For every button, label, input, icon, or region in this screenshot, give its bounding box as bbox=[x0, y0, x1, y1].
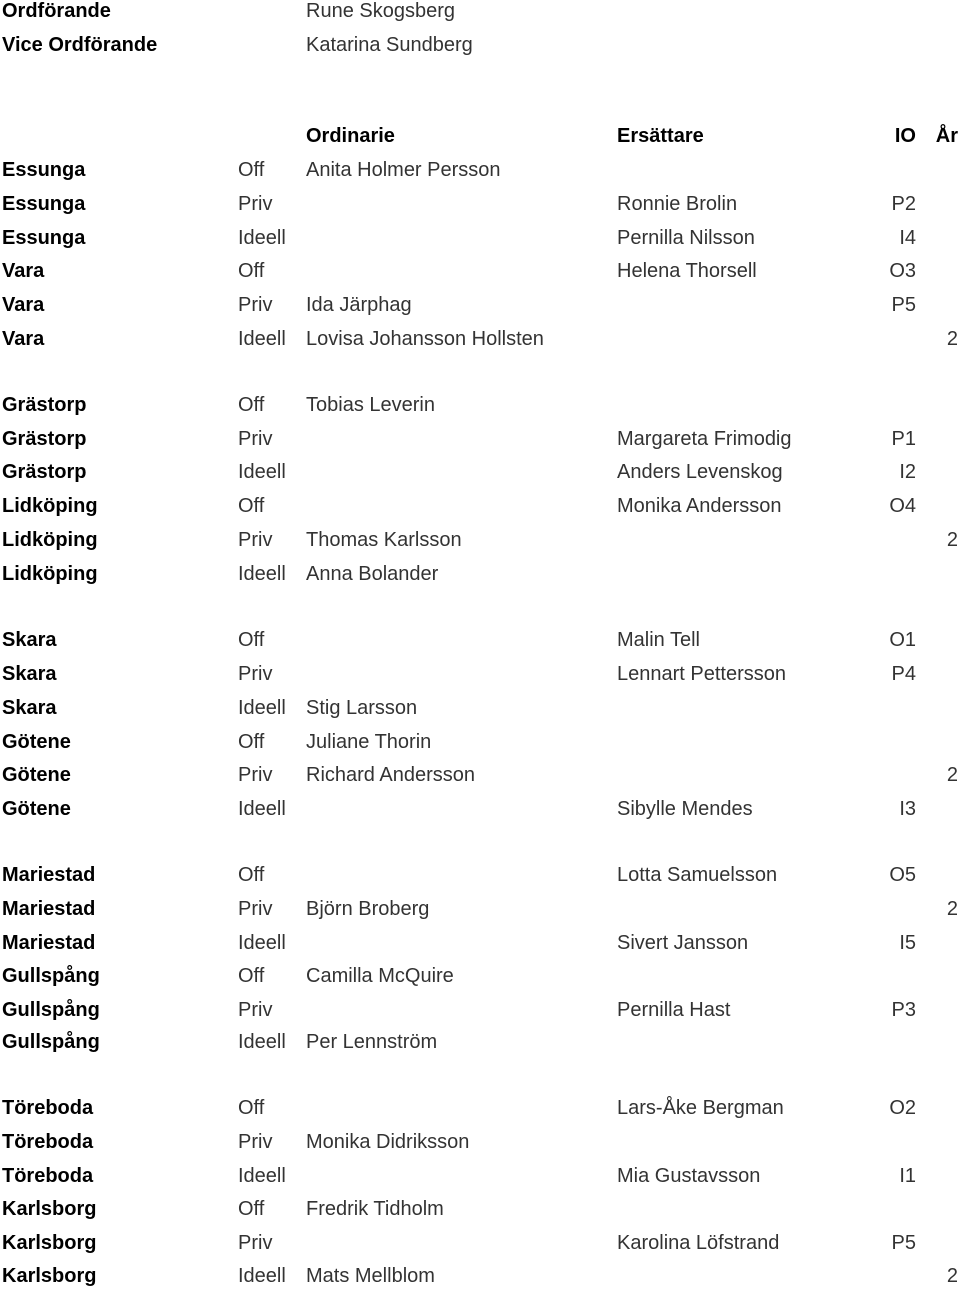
table-row bbox=[0, 523, 960, 557]
type-cell: Priv bbox=[238, 764, 273, 786]
io-cell: I4 bbox=[899, 227, 916, 249]
type-cell: Off bbox=[238, 1097, 265, 1119]
type-cell: Ideell bbox=[238, 1265, 286, 1287]
table-row bbox=[0, 959, 960, 993]
type-cell: Priv bbox=[238, 193, 273, 215]
ordinarie-cell: Thomas Karlsson bbox=[306, 529, 462, 551]
municipality-cell: Vara bbox=[2, 294, 45, 316]
municipality-cell: Töreboda bbox=[2, 1097, 94, 1119]
table-row bbox=[0, 489, 960, 523]
municipality-cell: Vara bbox=[2, 328, 45, 350]
year-cell: 2 bbox=[946, 529, 958, 551]
ordinarie-cell: Lovisa Johansson Hollsten bbox=[306, 328, 544, 350]
ordinarie-cell: Monika Didriksson bbox=[306, 1131, 470, 1153]
type-cell: Off bbox=[238, 864, 265, 886]
year-cell: 2 bbox=[946, 328, 958, 350]
municipality-cell: Götene bbox=[2, 798, 71, 820]
header-ordinarie: Ordinarie bbox=[306, 125, 395, 147]
table-row bbox=[0, 691, 960, 725]
municipality-cell: Essunga bbox=[2, 159, 86, 181]
municipality-cell: Lidköping bbox=[2, 529, 98, 551]
ersattare-cell: Lars-Åke Bergman bbox=[617, 1097, 784, 1119]
municipality-cell: Mariestad bbox=[2, 864, 96, 886]
ordinarie-cell: Richard Andersson bbox=[306, 764, 475, 786]
table-row bbox=[0, 322, 960, 356]
municipality-cell: Grästorp bbox=[2, 461, 87, 483]
ersattare-cell: Helena Thorsell bbox=[617, 260, 757, 282]
officer-name: Rune Skogsberg bbox=[306, 0, 455, 22]
year-cell: 2 bbox=[946, 898, 958, 920]
table-header bbox=[0, 119, 960, 153]
table-row bbox=[0, 1025, 960, 1059]
type-cell: Off bbox=[238, 629, 265, 651]
table-row bbox=[0, 1259, 960, 1293]
io-cell: P5 bbox=[891, 294, 916, 316]
table-row bbox=[0, 1091, 960, 1125]
io-cell: P2 bbox=[891, 193, 916, 215]
table-row bbox=[0, 455, 960, 489]
io-cell: I5 bbox=[899, 932, 916, 954]
type-cell: Ideell bbox=[238, 1165, 286, 1187]
io-cell: O5 bbox=[889, 864, 916, 886]
type-cell: Priv bbox=[238, 1232, 273, 1254]
table-row bbox=[0, 993, 960, 1027]
io-cell: O2 bbox=[889, 1097, 916, 1119]
table-row bbox=[0, 858, 960, 892]
table-row bbox=[0, 657, 960, 691]
municipality-cell: Grästorp bbox=[2, 428, 87, 450]
type-cell: Priv bbox=[238, 1131, 273, 1153]
io-cell: P3 bbox=[891, 999, 916, 1021]
io-cell: I2 bbox=[899, 461, 916, 483]
type-cell: Ideell bbox=[238, 563, 286, 585]
table-row bbox=[0, 725, 960, 759]
municipality-cell: Karlsborg bbox=[2, 1198, 97, 1220]
municipality-cell: Vara bbox=[2, 260, 45, 282]
type-cell: Off bbox=[238, 495, 265, 517]
table-row bbox=[0, 1125, 960, 1159]
ersattare-cell: Anders Levenskog bbox=[617, 461, 783, 483]
municipality-cell: Skara bbox=[2, 697, 57, 719]
io-cell: P4 bbox=[891, 663, 916, 685]
table-row bbox=[0, 388, 960, 422]
table-row bbox=[0, 254, 960, 288]
ersattare-cell: Malin Tell bbox=[617, 629, 700, 651]
table-row bbox=[0, 557, 960, 591]
table-row bbox=[0, 1226, 960, 1260]
type-cell: Ideell bbox=[238, 461, 286, 483]
io-cell: I1 bbox=[899, 1165, 916, 1187]
ersattare-cell: Lotta Samuelsson bbox=[617, 864, 778, 886]
officer-row-vice-chair bbox=[0, 28, 960, 62]
ordinarie-cell: Anna Bolander bbox=[306, 563, 439, 585]
ordinarie-cell: Camilla McQuire bbox=[306, 965, 454, 987]
io-cell: I3 bbox=[899, 798, 916, 820]
ersattare-cell: Pernilla Hast bbox=[617, 999, 731, 1021]
ordinarie-cell: Anita Holmer Persson bbox=[306, 159, 501, 181]
ordinarie-cell: Björn Broberg bbox=[306, 898, 430, 920]
municipality-cell: Grästorp bbox=[2, 394, 87, 416]
io-cell: P5 bbox=[891, 1232, 916, 1254]
ordinarie-cell: Stig Larsson bbox=[306, 697, 418, 719]
municipality-cell: Töreboda bbox=[2, 1131, 94, 1153]
table-row bbox=[0, 288, 960, 322]
type-cell: Off bbox=[238, 731, 265, 753]
type-cell: Ideell bbox=[238, 798, 286, 820]
type-cell: Off bbox=[238, 965, 265, 987]
table-row bbox=[0, 1192, 960, 1226]
municipality-cell: Töreboda bbox=[2, 1165, 94, 1187]
type-cell: Off bbox=[238, 394, 265, 416]
table-row bbox=[0, 758, 960, 792]
io-cell: O3 bbox=[889, 260, 916, 282]
ersattare-cell: Lennart Pettersson bbox=[617, 663, 786, 685]
type-cell: Ideell bbox=[238, 697, 286, 719]
ordinarie-cell: Mats Mellblom bbox=[306, 1265, 435, 1287]
header-ersattare: Ersättare bbox=[617, 125, 704, 147]
type-cell: Off bbox=[238, 159, 265, 181]
type-cell: Priv bbox=[238, 428, 273, 450]
ersattare-cell: Sivert Jansson bbox=[617, 932, 749, 954]
municipality-cell: Skara bbox=[2, 629, 57, 651]
table-row bbox=[0, 221, 960, 255]
ersattare-cell: Ronnie Brolin bbox=[617, 193, 738, 215]
ersattare-cell: Mia Gustavsson bbox=[617, 1165, 761, 1187]
officer-row-chair bbox=[0, 0, 960, 28]
municipality-cell: Essunga bbox=[2, 227, 86, 249]
municipality-cell: Karlsborg bbox=[2, 1232, 97, 1254]
year-cell: 2 bbox=[946, 764, 958, 786]
io-cell: O1 bbox=[889, 629, 916, 651]
type-cell: Ideell bbox=[238, 227, 286, 249]
io-cell: O4 bbox=[889, 495, 916, 517]
table-row bbox=[0, 422, 960, 456]
officer-label: Vice Ordförande bbox=[2, 34, 158, 56]
ordinarie-cell: Per Lennström bbox=[306, 1031, 438, 1053]
ordinarie-cell: Ida Järphag bbox=[306, 294, 412, 316]
table-row bbox=[0, 187, 960, 221]
officer-label: Ordförande bbox=[2, 0, 111, 22]
municipality-cell: Götene bbox=[2, 731, 71, 753]
ordinarie-cell: Juliane Thorin bbox=[306, 731, 432, 753]
municipality-cell: Lidköping bbox=[2, 495, 98, 517]
year-cell: 2 bbox=[946, 1265, 958, 1287]
header-io: IO bbox=[894, 125, 916, 147]
municipality-cell: Gullspång bbox=[2, 1031, 100, 1053]
type-cell: Priv bbox=[238, 529, 273, 551]
municipality-cell: Götene bbox=[2, 764, 71, 786]
type-cell: Priv bbox=[238, 294, 273, 316]
ersattare-cell: Pernilla Nilsson bbox=[617, 227, 755, 249]
municipality-cell: Gullspång bbox=[2, 965, 100, 987]
table-row bbox=[0, 892, 960, 926]
ersattare-cell: Karolina Löfstrand bbox=[617, 1232, 780, 1254]
municipality-cell: Mariestad bbox=[2, 932, 96, 954]
ersattare-cell: Monika Andersson bbox=[617, 495, 782, 517]
type-cell: Priv bbox=[238, 999, 273, 1021]
type-cell: Ideell bbox=[238, 1031, 286, 1053]
ersattare-cell: Margareta Frimodig bbox=[617, 428, 792, 450]
table-row bbox=[0, 1159, 960, 1193]
header-year: År bbox=[935, 125, 958, 147]
municipality-cell: Skara bbox=[2, 663, 57, 685]
table-row bbox=[0, 926, 960, 960]
table-row bbox=[0, 792, 960, 826]
ersattare-cell: Sibylle Mendes bbox=[617, 798, 753, 820]
officer-name: Katarina Sundberg bbox=[306, 34, 473, 56]
ordinarie-cell: Tobias Leverin bbox=[306, 394, 435, 416]
municipality-cell: Mariestad bbox=[2, 898, 96, 920]
type-cell: Ideell bbox=[238, 932, 286, 954]
municipality-cell: Essunga bbox=[2, 193, 86, 215]
table-row bbox=[0, 623, 960, 657]
table-row bbox=[0, 153, 960, 187]
municipality-cell: Lidköping bbox=[2, 563, 98, 585]
municipality-cell: Karlsborg bbox=[2, 1265, 97, 1287]
type-cell: Ideell bbox=[238, 328, 286, 350]
type-cell: Priv bbox=[238, 663, 273, 685]
io-cell: P1 bbox=[891, 428, 916, 450]
type-cell: Priv bbox=[238, 898, 273, 920]
ordinarie-cell: Fredrik Tidholm bbox=[306, 1198, 444, 1220]
municipality-cell: Gullspång bbox=[2, 999, 100, 1021]
type-cell: Off bbox=[238, 1198, 265, 1220]
type-cell: Off bbox=[238, 260, 265, 282]
